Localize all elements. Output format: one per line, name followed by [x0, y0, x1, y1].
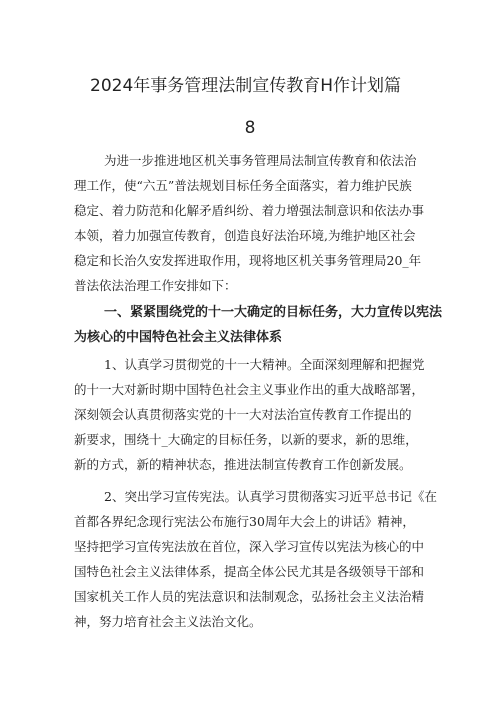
intro-line: 普法依法治理工作安排如下： [74, 278, 237, 293]
paragraph-line: 国特色社会主义法律体系，提高全体公民尤其是各级领导干部和 [74, 564, 425, 579]
section-heading: 为核心的中国特色社会主义法律体系 [74, 330, 283, 345]
paragraph-line: 新的方式，新的精神状态，推进法制宣传教育工作创新发展。 [74, 457, 412, 472]
intro-line: 本领，着力加强宣传教育，创造良好法治环境,为维护地区社会 [74, 228, 416, 243]
paragraph-line: 新要求，围绕十_大确定的目标任务，以新的要求，新的思维， [74, 432, 418, 447]
intro-line: 稳定和长治久安发挥进取作用，现将地区机关事务管理局20_年 [74, 253, 422, 268]
paragraph-line: 2、突出学习宣传宪法。认真学习贯彻落实习近平总书记《在 [104, 489, 437, 504]
intro-line: 理工作，使“六五”普法规划目标任务全面落实，着力维护民族 [74, 178, 412, 193]
document-title: 2024年事务管理法制宣传教育H作计划篇 [90, 76, 402, 96]
paragraph-line: 1、认真学习贯彻党的十一大精神。全面深刻理解和把握党 [104, 357, 425, 372]
paragraph-line: 深刻领会认真贯彻落实党的十一大对法治宣传教育工作提出的 [74, 407, 412, 422]
intro-line: 稳定、着力防范和化解矛盾纠纷、着力增强法制意识和依法办事 [74, 203, 425, 218]
paragraph-line: 神，努力培育社会主义法治文化。 [74, 614, 262, 629]
paragraph-line: 的十一大对新时期中国特色社会主义事业作出的重大战略部署， [74, 382, 425, 397]
intro-line: 为进一步推进地区机关事务管理局法制宣传教育和依法治 [104, 153, 417, 168]
paragraph-line: 国家机关工作人员的宪法意识和法制观念，弘扬社会主义法治精 [74, 589, 425, 604]
document-title-continued: 8 [244, 118, 256, 138]
paragraph-line: 坚持把学习宣传宪法放在首位，深入学习宣传以宪法为核心的中 [74, 539, 425, 554]
paragraph-line: 首都各界纪念现行宪法公布施行30周年大会上的讲话》精神， [74, 514, 415, 529]
section-heading: 一、紧紧围绕党的十一大确定的目标任务，大力宣传以宪法 [104, 305, 443, 320]
